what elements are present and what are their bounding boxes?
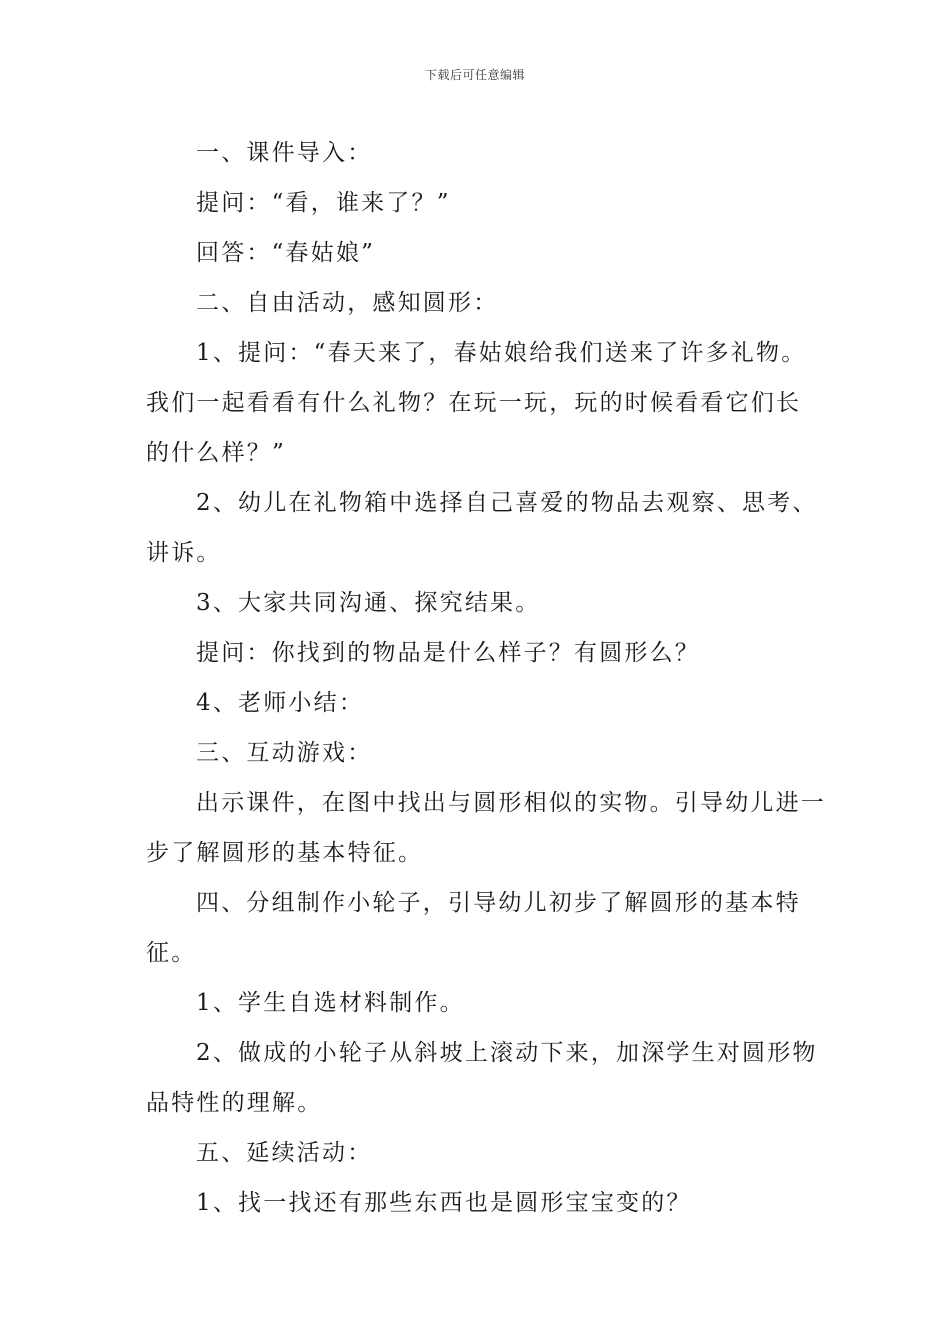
paragraph: 3、大家共同沟通、探究结果。 xyxy=(196,590,541,616)
paragraph: 1、找一找还有那些东西也是圆形宝宝变的？ xyxy=(196,1190,692,1216)
paragraph: 1、提问：“春天来了，春姑娘给我们送来了许多礼物。我们一起看看有什么礼物？在玩一玩，玩的时候看看它们长的什么样？” xyxy=(146,340,807,466)
paragraph: 2、做成的小轮子从斜坡上滚动下来，加深学生对圆形物品特性的理解。 xyxy=(146,1040,818,1116)
paragraph: 出示课件，在图中找出与圆形相似的实物。引导幼儿进一步了解圆形的基本特征。 xyxy=(146,790,826,866)
paragraph: 2、幼儿在礼物箱中选择自己喜爱的物品去观察、思考、讲诉。 xyxy=(146,490,818,566)
section-heading-3: 三、互动游戏： xyxy=(196,740,373,766)
paragraph: 提问：“看，谁来了？” xyxy=(196,190,451,216)
document-body xyxy=(146,128,826,1228)
paragraph: 1、学生自选材料制作。 xyxy=(196,990,465,1016)
section-heading-1: 一、课件导入： xyxy=(196,140,373,166)
page-header-note: 下载后可任意编辑 xyxy=(424,68,525,82)
paragraph: 4、老师小结： xyxy=(196,690,365,716)
section-heading-2: 二、自由活动，感知圆形： xyxy=(196,290,499,316)
section-heading-4: 四、分组制作小轮子，引导幼儿初步了解圆形的基本特征。 xyxy=(146,890,801,966)
section-heading-5: 五、延续活动： xyxy=(196,1140,373,1166)
paragraph: 提问：你找到的物品是什么样子？有圆形么？ xyxy=(196,640,700,666)
paragraph: 回答：“春姑娘” xyxy=(196,240,376,266)
